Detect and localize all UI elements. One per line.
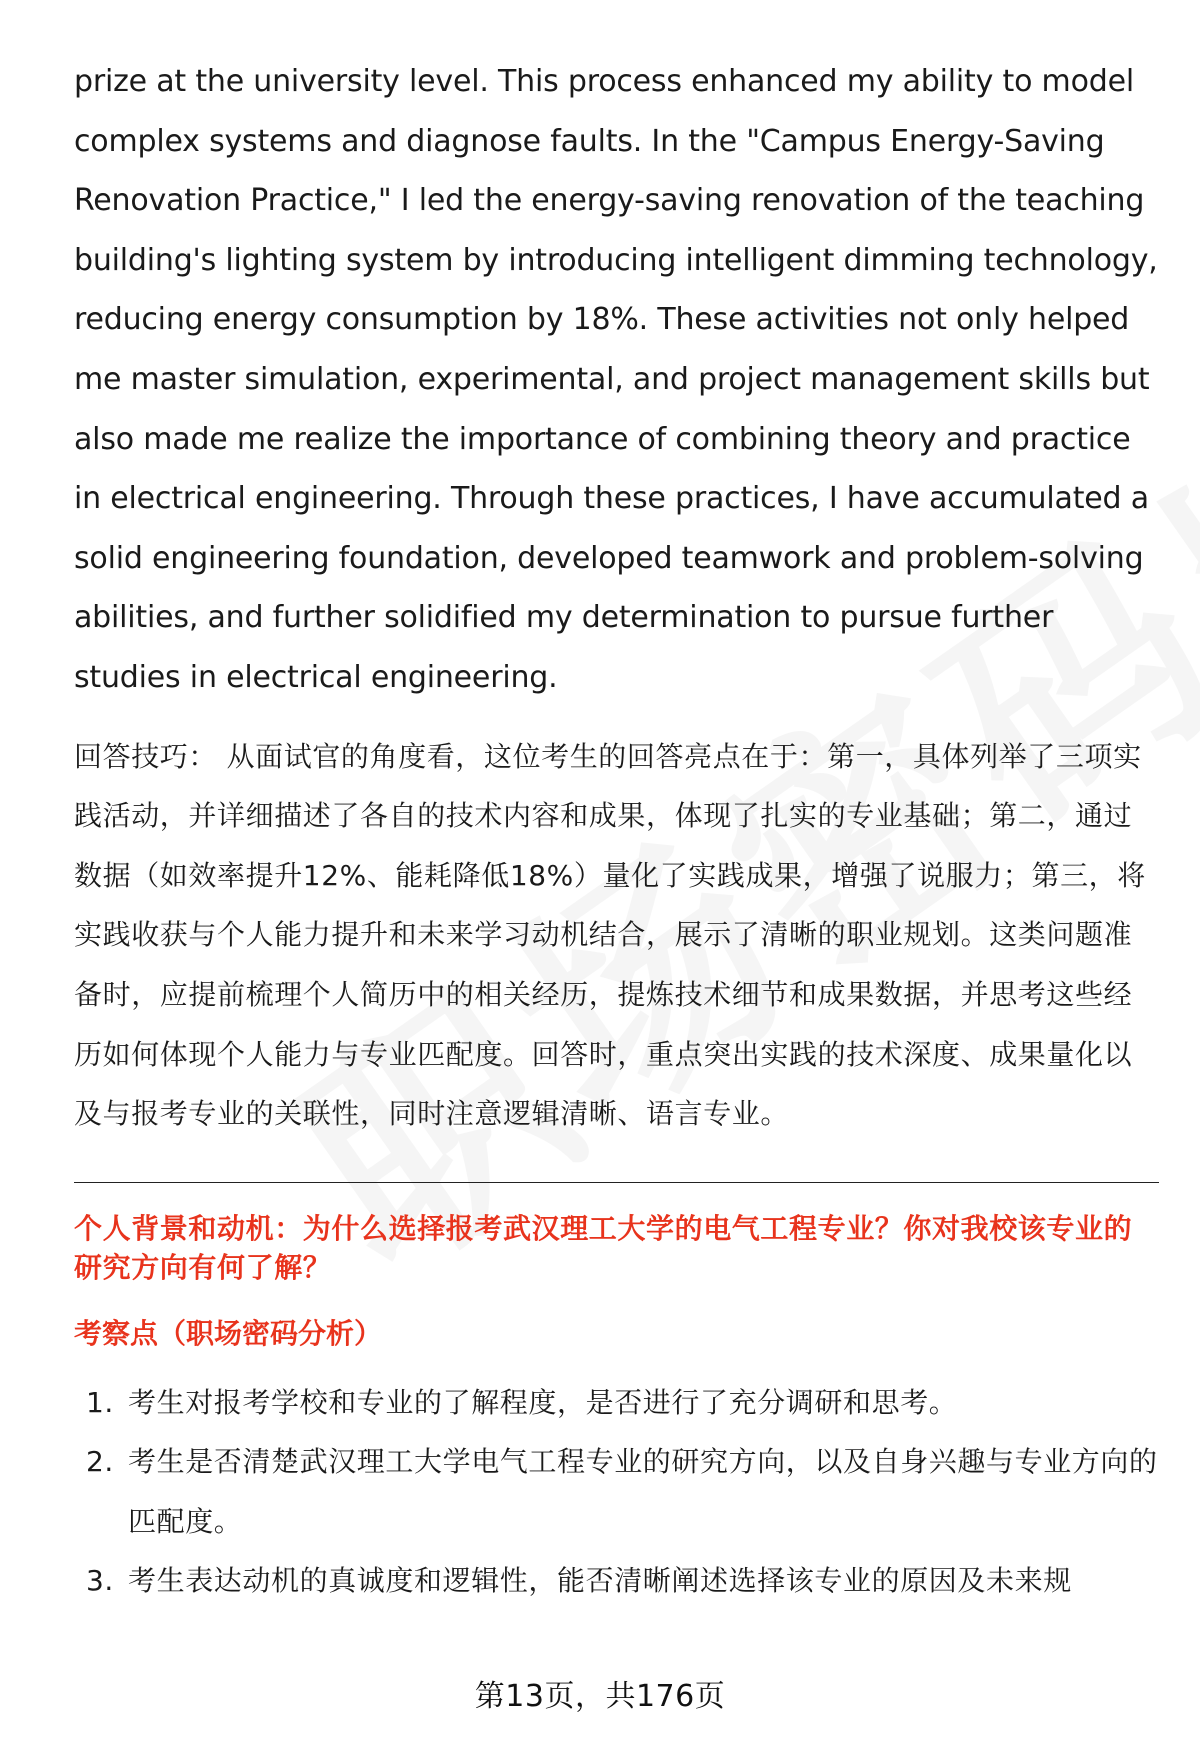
list-item: [74, 1373, 1159, 1433]
page-content: [74, 52, 1159, 1611]
section-divider: [74, 1182, 1159, 1183]
list-item-text: 考生对报考学校和专业的了解程度，是否进行了充分调研和思考。: [128, 1385, 958, 1419]
answer-tip-paragraph: 回答技巧： 从面试官的角度看，这位考生的回答亮点在于：第一，具体列举了三项实践活动，并详细描述了各自的技术内容和成果，体现了扎实的专业基础；第二，通过数据（如效率提升12%、能耗降低18%）量化了实践成果，增强了说服力；第三，将实践收获与个人能力提升和未来学习动机结合，展示了清晰的职业规划。这类问题准备时，应提前梳理个人简历中的相关经历，提炼技术细节和成果数据，并思考这些经历如何体现个人能力与专业匹配度。回答时，重点突出实践的技术深度、成果量化以及与报考专业的关联性，同时注意逻辑清晰、语言专业。: [74, 739, 1146, 1131]
page-number-footer: 第13页，共176页: [474, 1679, 726, 1714]
question-heading: 个人背景和动机：为什么选择报考武汉理工大学的电气工程专业？你对我校该专业的研究方向有何了解？: [74, 1211, 1133, 1284]
assessment-points-heading: 考察点（职场密码分析）: [74, 1316, 383, 1350]
list-item: [74, 1551, 1159, 1611]
list-item: [74, 1432, 1159, 1551]
list-item-number: 2.: [86, 1445, 114, 1479]
english-answer-paragraph: prize at the university level. This process enhanced my ability to model complex systems and diagnose faults. In the "Campus Energy-Saving Renovation Practice," I led the energy-saving renovation of the teaching building's lighting system by introducing intelligent dimming technology, reducing energy consumption by 18%. These activities not only helped me master simulation, experimental, and project management skills but also made me realize the importance of combining theory and practice in electrical engineering. Through these practices, I have accumulated a solid engineering foundation, developed teamwork and problem-solving abilities, and further solidified my determination to pursue further studies in electrical engineering.: [74, 64, 1158, 695]
list-item-number: 1.: [86, 1385, 114, 1419]
assessment-points-list: [74, 1373, 1159, 1611]
list-item-number: 3.: [86, 1564, 114, 1598]
list-item-text: 考生是否清楚武汉理工大学电气工程专业的研究方向，以及自身兴趣与专业方向的匹配度。: [128, 1445, 1158, 1538]
list-item-text: 考生表达动机的真诚度和逻辑性，能否清晰阐述选择该专业的原因及未来规: [128, 1564, 1072, 1598]
